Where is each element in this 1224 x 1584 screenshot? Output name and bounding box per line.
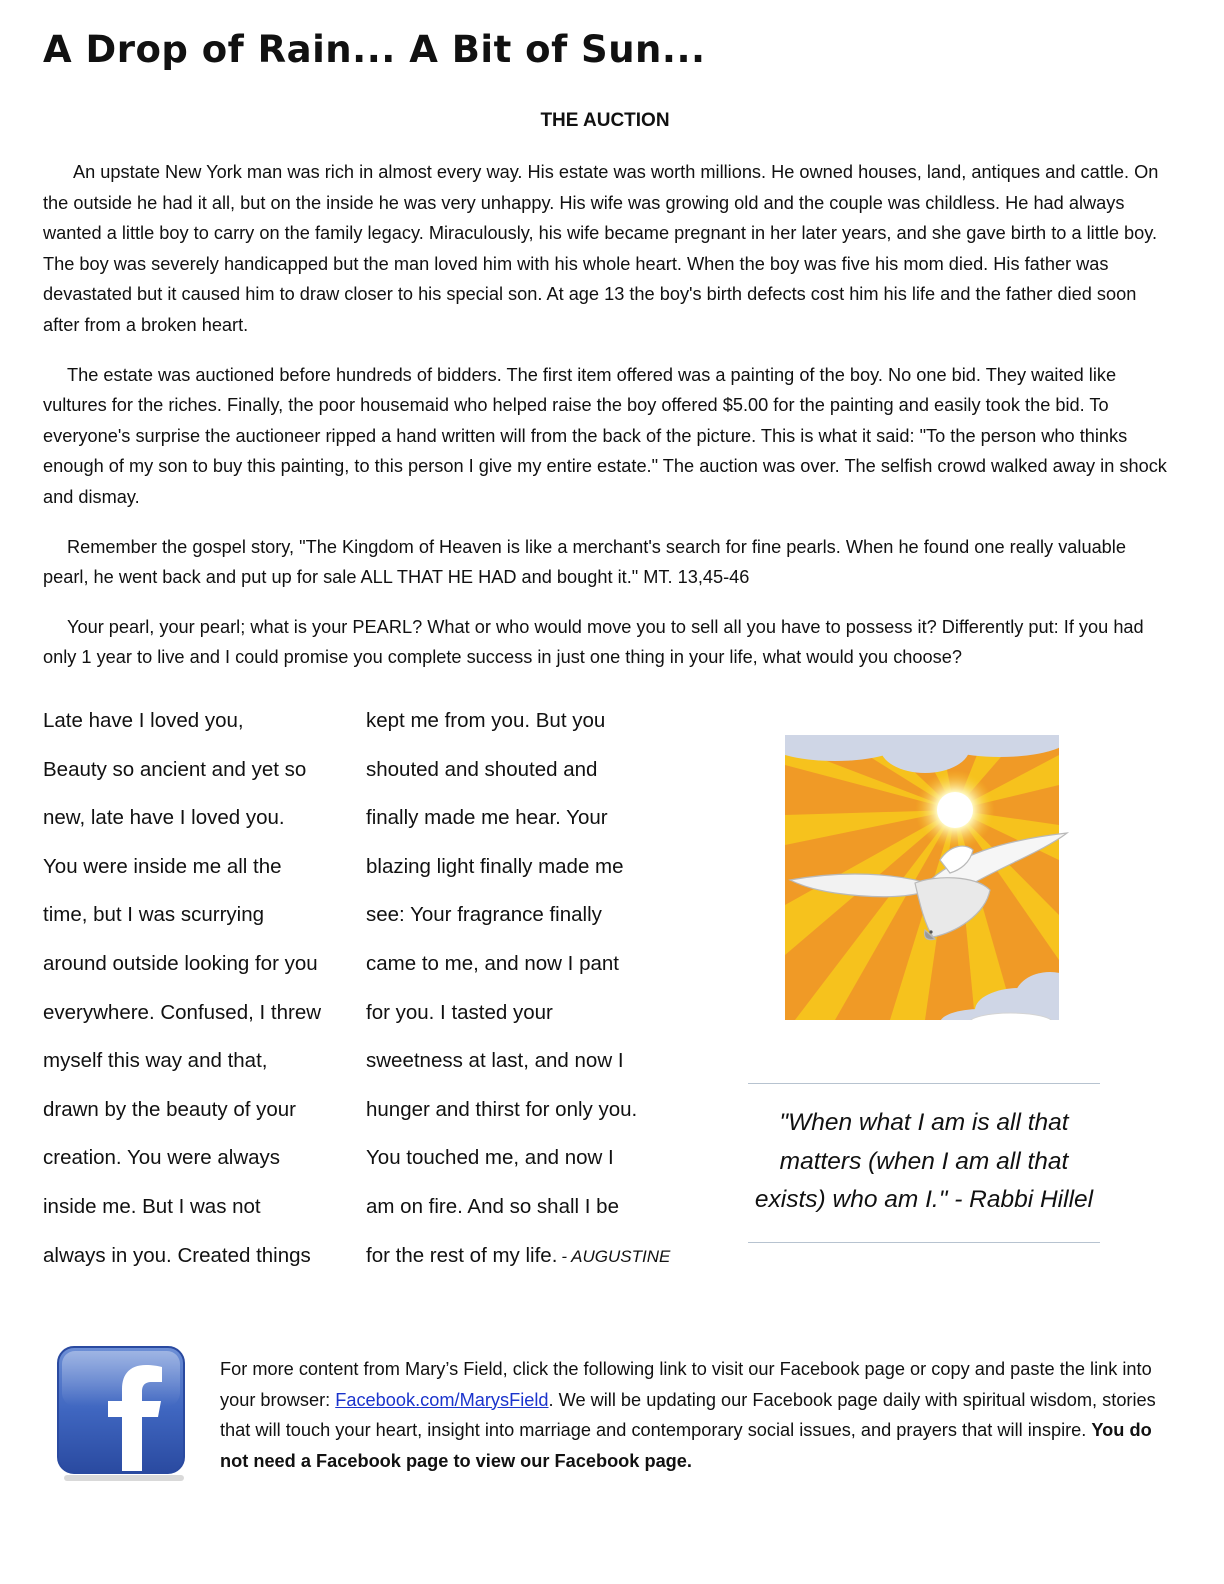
- poem-line: hunger and thirst for only you.: [366, 1097, 638, 1121]
- poem-column-right: [366, 703, 706, 1286]
- footer-note: [220, 1354, 1180, 1476]
- dove-sun-icon: [775, 725, 1075, 1030]
- poem-line: kept me from you. But you: [366, 709, 606, 732]
- poem-line: am on fire. And so shall I be: [366, 1194, 619, 1218]
- poem-line: always in you. Created things: [43, 1243, 311, 1267]
- poem-line: finally made me hear. Your: [366, 806, 608, 830]
- poem-line: time, but I was scurrying: [43, 903, 265, 927]
- quote-line: matters (when I am all that: [779, 1147, 1069, 1175]
- page-title: A Drop of Rain... A Bit of Sun...: [43, 28, 706, 71]
- article-heading: THE AUCTION: [540, 110, 670, 131]
- poem-last-line: [366, 1238, 706, 1287]
- poem-line: shouted and shouted and: [366, 757, 598, 781]
- poem-line: You touched me, and now I: [366, 1146, 614, 1170]
- poem-line: everywhere. Confused, I threw: [43, 1000, 322, 1024]
- poem-column-left: [43, 703, 348, 1286]
- footer-text-continued: . We will be updating our Facebook page daily with spiritual wisdom, stories that will touch your heart, insight into marriage and contemporary social issues, and prayers that will inspire.: [220, 1389, 1156, 1441]
- paragraph-3: Remember the gospel story, "The Kingdom of Heaven is like a merchant's search for fine pearls. When he found one really valuable pearl, he went back and put up for sale ALL THAT HE HAD and bought it." MT. 13,45-46: [43, 536, 1126, 588]
- poem-line: blazing light finally made me: [366, 854, 624, 878]
- paragraph-2: The estate was auctioned before hundreds of bidders. The first item offered was a painting of the boy. No one bid. They waited like vultures for the riches. Finally, the poor housemaid who helped raise the boy offered $5.00 for the painting and easily took the bid. To everyone's surprise the auctioneer ripped a hand written will from the back of the picture. This is what it said: "To the person who thinks enough of my son to buy this painting, to this person I give my entire estate." The auction was over. The selfish crowd walked away in shock and dismay.: [43, 364, 1167, 507]
- poem-attribution: - AUGUSTINE: [561, 1246, 671, 1266]
- poem-line: You were inside me all the: [43, 854, 282, 878]
- poem-line: for the rest of my life.: [366, 1243, 558, 1267]
- pull-quote: [748, 1083, 1100, 1243]
- poem-line: see: Your fragrance finally: [366, 903, 602, 927]
- quote-line: exists) who am I." - Rabbi Hillel: [754, 1186, 1094, 1213]
- poem-line: myself this way and that,: [43, 1049, 268, 1073]
- paragraph-4: Your pearl, your pearl; what is your PEARL? What or who would move you to sell all you have to possess it? Differently put: If you had only 1 year to live and I could promise you complete success in just one thing in your life, what would you choose?: [43, 616, 1144, 668]
- poem-line: around outside looking for you: [43, 951, 318, 975]
- poem-line: Beauty so ancient and yet so: [43, 757, 307, 781]
- poem-line: for you. I tasted your: [366, 1000, 553, 1024]
- poem-line: creation. You were always: [43, 1146, 281, 1170]
- quote-text: [748, 1104, 1100, 1220]
- paragraph-1: An upstate New York man was rich in almost every way. His estate was worth millions. He owned houses, land, antiques and cattle. On the outside he had it all, but on the inside he was very unhappy. His wife was growing old and the couple was childless. He had always wanted a little boy to carry on the family legacy. Miraculously, his wife became pregnant in her later years, and she gave birth to a little boy. The boy was severely handicapped but the man loved him with his whole heart. When the boy was five his mom died. His father was devastated but it caused him to draw closer to his special son. At age 13 the boy's birth defects cost him his life and the father died soon after from a broken heart.: [43, 162, 1159, 335]
- facebook-link[interactable]: Facebook.com/MarysField: [335, 1389, 549, 1410]
- footer-bold-note: You do not need a Facebook page to view our Facebook page.: [220, 1420, 1152, 1471]
- poem-line: sweetness at last, and now I: [366, 1049, 624, 1073]
- poem-line: inside me. But I was not: [43, 1194, 261, 1218]
- article-body: [43, 157, 1173, 692]
- footer-text: For more content from Mary’s Field, click the following link to visit our Facebook page or copy and paste the link into your browser:: [220, 1359, 1152, 1410]
- poem-line: Late have I loved you,: [43, 709, 244, 732]
- facebook-icon[interactable]: [56, 1345, 188, 1483]
- poem-line: drawn by the beauty of your: [43, 1097, 296, 1121]
- quote-line: "When what I am is all that: [779, 1109, 1069, 1136]
- poem-line: came to me, and now I pant: [366, 951, 619, 975]
- poem-line: new, late have I loved you.: [43, 806, 285, 830]
